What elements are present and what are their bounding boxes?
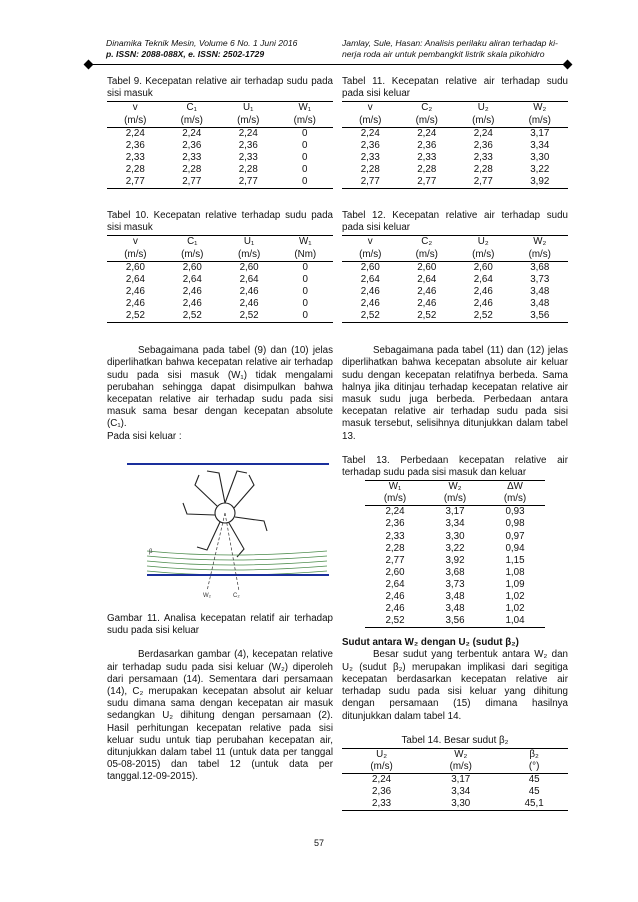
table-cell: 0 bbox=[302, 297, 308, 309]
table-cell: 2,46 bbox=[417, 297, 437, 309]
table-cell: 0 bbox=[302, 285, 308, 297]
table-row bbox=[107, 274, 333, 286]
table-cell: 0 bbox=[302, 261, 308, 273]
table-cell: 2,60 bbox=[125, 261, 145, 273]
table-cell: 2,24 bbox=[182, 127, 202, 139]
table-cell: 2,36 bbox=[360, 139, 380, 151]
column-header: U₁ bbox=[220, 102, 277, 115]
table-cell: 2,64 bbox=[360, 273, 380, 285]
table-cell: 2,77 bbox=[107, 176, 164, 189]
table-cell: 2,24 bbox=[417, 127, 437, 139]
column-header: v bbox=[342, 236, 399, 249]
table-cell: 2,28 bbox=[385, 542, 405, 554]
table-row bbox=[342, 261, 568, 274]
column-header: W₂ bbox=[512, 236, 569, 249]
column-unit: (m/s) bbox=[399, 249, 456, 262]
table-cell: 2,36 bbox=[238, 139, 258, 151]
table-cell: 2,77 bbox=[455, 176, 512, 189]
table-row bbox=[365, 567, 545, 579]
table-cell: 2,46 bbox=[385, 603, 405, 615]
column-unit: (m/s) bbox=[164, 249, 221, 262]
right-paragraph-1: Sebagaimana pada tabel (11) dan (12) jelas diperlihatkan bahwa kecepatan absolute air keluar sudu dengan kecepatan relatifnya berbeda. Sama halnya jika ditinjau terhadap kecepatan relative air masuk sudu juga berbeda. Perbedaan antara kecepatan relative air terhadap sudu pada sisi masuk tersebut, selisihnya ditunjukkan dalam tabel 13. bbox=[342, 345, 568, 442]
table-cell: 2,52 bbox=[164, 310, 221, 323]
table-cell: 2,33 bbox=[385, 530, 405, 542]
table-cell: 2,60 bbox=[417, 261, 437, 273]
table-cell: 3,48 bbox=[445, 591, 465, 602]
table-cell: 3,17 bbox=[451, 774, 471, 786]
table-row bbox=[342, 164, 568, 176]
column-unit: (Nm) bbox=[278, 249, 333, 262]
table-cell: 0 bbox=[302, 139, 308, 151]
table-cell: 2,36 bbox=[417, 139, 437, 151]
table-cell: 3,34 bbox=[445, 518, 465, 530]
table-cell: 2,60 bbox=[385, 566, 405, 578]
table-row bbox=[342, 786, 568, 798]
table-cell: 3,73 bbox=[530, 273, 550, 285]
column-unit: (m/s) bbox=[512, 249, 569, 262]
table-row bbox=[365, 506, 545, 519]
table13-caption: Tabel 13. Perbedaan kecepatan relative air terhadap sudu pada sisi masuk dan keluar bbox=[342, 454, 568, 478]
column-unit: (m/s) bbox=[107, 249, 164, 262]
column-header: C₁ bbox=[164, 236, 221, 249]
table-row bbox=[342, 274, 568, 286]
column-unit: (m/s) bbox=[455, 115, 512, 128]
table-cell: 2,28 bbox=[417, 163, 437, 175]
table-cell: 2,33 bbox=[182, 151, 202, 163]
table-cell: 3,73 bbox=[445, 578, 465, 590]
table-cell: 2,36 bbox=[372, 786, 392, 798]
table10 bbox=[107, 235, 333, 323]
table-cell: 2,77 bbox=[342, 176, 399, 189]
table-cell: 2,24 bbox=[125, 127, 145, 139]
table-cell: 2,52 bbox=[365, 615, 425, 628]
column-unit: (m/s) bbox=[455, 249, 512, 262]
rule-diamond-right bbox=[563, 59, 573, 69]
column-header: W₂ bbox=[421, 748, 500, 761]
table-row bbox=[107, 261, 333, 274]
column-unit: (m/s) bbox=[221, 249, 278, 262]
velocity-c2-line bbox=[225, 513, 239, 591]
table-cell: 2,52 bbox=[221, 310, 278, 323]
label-w2: W₂ bbox=[203, 592, 211, 599]
table-cell: 2,46 bbox=[473, 285, 493, 297]
column-unit: (m/s) bbox=[107, 115, 164, 128]
column-unit: (m/s) bbox=[421, 761, 500, 774]
running-header-right bbox=[342, 38, 582, 60]
table-row bbox=[107, 164, 333, 176]
table-cell: 2,60 bbox=[182, 261, 202, 273]
table-cell: 3,48 bbox=[530, 297, 550, 309]
table-cell: 2,64 bbox=[385, 578, 405, 590]
table-cell: 2,77 bbox=[220, 176, 277, 189]
table-cell: 0,94 bbox=[505, 542, 525, 554]
column-unit: (m/s) bbox=[342, 115, 399, 128]
table-cell: 2,28 bbox=[473, 163, 493, 175]
left-paragraph-3: Berdasarkan gambar (4), kecepatan relative air terhadap sudu pada sisi keluar (W₂) diperoleh dari persamaan (14). Sementara dari persamaan (14), C₂ merupakan kecepatan absolut air keluar sudu dimana sama dengan kecepatan air masuk sedangkan U₂ dihitung dengan persamaan (2). Hasil perhitungan kecepatan relative pada sisi keluar sudu untuk tiap perubahan kecepatan air, ditunjukkan dalam tabel 11 (untuk data per tanggal 05-08-2015) dan tabel 12 (untuk data per tanggal.12-09-2015). bbox=[107, 649, 333, 783]
table-cell: 2,52 bbox=[342, 310, 399, 323]
column-header: v bbox=[107, 102, 164, 115]
table-cell: 1,02 bbox=[505, 591, 525, 602]
table-cell: 3,30 bbox=[530, 151, 550, 163]
table-cell: 2,46 bbox=[125, 297, 145, 309]
column-unit: (m/s) bbox=[220, 115, 277, 128]
table-cell: 0,93 bbox=[505, 506, 525, 518]
table-cell: 0 bbox=[277, 176, 334, 189]
table-cell: 3,22 bbox=[530, 163, 550, 175]
table-row bbox=[342, 176, 568, 189]
column-header: W₁ bbox=[278, 236, 333, 249]
table-row bbox=[365, 543, 545, 555]
column-unit: (m/s) bbox=[512, 115, 569, 128]
article-authors-title-2: nerja roda air untuk pembangkit listrik skala pikohidro bbox=[342, 49, 545, 59]
column-unit: (m/s) bbox=[342, 761, 421, 774]
table-cell: 2,28 bbox=[360, 163, 380, 175]
table-cell: 3,68 bbox=[530, 261, 550, 273]
table-cell: 3,56 bbox=[425, 615, 485, 628]
table-cell: 2,36 bbox=[125, 139, 145, 151]
table-cell: 2,46 bbox=[182, 297, 202, 309]
table-row bbox=[107, 286, 333, 298]
table-cell: 3,92 bbox=[445, 554, 465, 566]
table-cell: 2,33 bbox=[342, 798, 421, 811]
column-unit: (°) bbox=[500, 761, 568, 774]
table-cell: 2,24 bbox=[372, 774, 392, 786]
table-cell: 2,52 bbox=[399, 310, 456, 323]
table-cell: 2,24 bbox=[385, 506, 405, 518]
table-cell: 0,97 bbox=[505, 530, 525, 542]
table-cell: 2,33 bbox=[360, 151, 380, 163]
table13 bbox=[365, 480, 545, 628]
table9-caption: Tabel 9. Kecepatan relative air terhadap sudu pada sisi masuk bbox=[107, 76, 333, 100]
table-cell: 2,77 bbox=[399, 176, 456, 189]
column-header: W₁ bbox=[365, 481, 425, 494]
table-cell: 2,28 bbox=[238, 163, 258, 175]
table-cell: 2,46 bbox=[385, 591, 405, 602]
table-row bbox=[365, 591, 545, 603]
table-row bbox=[365, 615, 545, 628]
table-cell: 3,68 bbox=[445, 566, 465, 578]
column-header: W₂ bbox=[512, 102, 569, 115]
table11 bbox=[342, 101, 568, 189]
table-row bbox=[342, 152, 568, 164]
table-cell: 2,33 bbox=[238, 151, 258, 163]
table-cell: 2,28 bbox=[182, 163, 202, 175]
left-paragraph-2: Pada sisi keluar : bbox=[107, 430, 182, 442]
table-row bbox=[342, 127, 568, 140]
left-paragraph-1: Sebagaimana pada tabel (9) dan (10) jelas diperlihatkan bahwa kecepatan relative air terhadap sudu pada sisi masuk (W₁) tidak mengalami perubahan sehingga dapat disimpulkan bahwa kecepatan relative air terhadap sudu pada sisi masuk sama besar dengan kecepatan absolute (C₁). bbox=[107, 345, 333, 430]
right-paragraph-2: Besar sudut yang terbentuk antara W₂ dan U₂ (sudut β₂) merupakan implikasi dari segitiga kecepatan berdasarkan kecepatan relative air terhadap sudu pada sisi keluar yang dihitung dengan persamaan (15) dimana hasilnya ditunjukkan dalam tabel 14. bbox=[342, 649, 568, 722]
table-cell: 3,17 bbox=[445, 506, 465, 518]
table-cell: 3,34 bbox=[451, 786, 471, 798]
table-cell: 2,46 bbox=[125, 285, 145, 297]
column-header: C₂ bbox=[399, 236, 456, 249]
table-cell: 0 bbox=[302, 273, 308, 285]
column-header: W₁ bbox=[277, 102, 334, 115]
label-beta: β bbox=[149, 548, 153, 555]
column-unit: (m/s) bbox=[342, 249, 399, 262]
column-unit: (m/s) bbox=[164, 115, 221, 128]
column-header: C₂ bbox=[399, 102, 456, 115]
table-cell: 2,46 bbox=[239, 285, 259, 297]
table-cell: 45,1 bbox=[500, 798, 568, 811]
flow-lines bbox=[147, 548, 327, 575]
column-header: β₂ bbox=[500, 748, 568, 761]
table12 bbox=[342, 235, 568, 323]
table-cell: 3,48 bbox=[530, 285, 550, 297]
table-cell: 2,60 bbox=[239, 261, 259, 273]
table-row bbox=[107, 152, 333, 164]
table-row bbox=[365, 603, 545, 615]
table-cell: 2,64 bbox=[417, 273, 437, 285]
table-cell: 1,15 bbox=[505, 554, 525, 566]
table-cell: 0 bbox=[302, 151, 308, 163]
table-cell: 2,33 bbox=[473, 151, 493, 163]
table-cell: 1,08 bbox=[505, 566, 525, 578]
table-cell: 2,36 bbox=[385, 518, 405, 530]
table-cell: 1,09 bbox=[505, 578, 525, 590]
table-cell: 3,17 bbox=[530, 127, 550, 139]
section-heading-beta2: Sudut antara W₂ dengan U₂ (sudut β₂) bbox=[342, 637, 519, 649]
table-cell: 2,36 bbox=[473, 139, 493, 151]
table-row bbox=[342, 140, 568, 152]
journal-volume: Dinamika Teknik Mesin, Volume 6 No. 1 Juni 2016 bbox=[106, 38, 298, 48]
column-unit: (m/s) bbox=[365, 493, 425, 506]
table-row bbox=[365, 579, 545, 591]
table-cell: 0,98 bbox=[505, 518, 525, 530]
column-header: U₁ bbox=[221, 236, 278, 249]
velocity-w2-line bbox=[207, 513, 225, 591]
table-row bbox=[342, 310, 568, 323]
column-header: U₂ bbox=[342, 748, 421, 761]
rule-diamond-left bbox=[84, 59, 94, 69]
table-row bbox=[107, 127, 333, 140]
table-cell: 0 bbox=[302, 127, 308, 139]
table12-caption: Tabel 12. Kecepatan relative air terhadap sudu pada sisi keluar bbox=[342, 210, 568, 234]
table-cell: 2,46 bbox=[417, 285, 437, 297]
table-cell: 2,77 bbox=[385, 554, 405, 566]
table-cell: 3,30 bbox=[421, 798, 500, 811]
column-header: C₁ bbox=[164, 102, 221, 115]
table-cell: 2,46 bbox=[360, 285, 380, 297]
table-row bbox=[365, 518, 545, 530]
table10-caption: Tabel 10. Kecepatan relative terhadap sudu pada sisi masuk bbox=[107, 210, 333, 234]
column-unit: (m/s) bbox=[277, 115, 334, 128]
table14 bbox=[342, 748, 568, 811]
table-cell: 2,64 bbox=[239, 273, 259, 285]
table-cell: 3,48 bbox=[445, 603, 465, 615]
table-cell: 3,34 bbox=[530, 139, 550, 151]
table-cell: 2,60 bbox=[360, 261, 380, 273]
table-cell: 2,46 bbox=[360, 297, 380, 309]
table-cell: 2,52 bbox=[455, 310, 512, 323]
label-c2: C₂ bbox=[233, 592, 240, 599]
table-row bbox=[107, 310, 333, 323]
table-cell: 0 bbox=[278, 310, 333, 323]
column-header: ΔW bbox=[485, 481, 545, 494]
table-cell: 2,64 bbox=[125, 273, 145, 285]
column-unit: (m/s) bbox=[485, 493, 545, 506]
table-row bbox=[342, 298, 568, 310]
table11-caption: Tabel 11. Kecepatan relative air terhadap sudu pada sisi keluar bbox=[342, 76, 568, 100]
table-cell: 0 bbox=[302, 163, 308, 175]
table-cell: 3,92 bbox=[512, 176, 569, 189]
table-cell: 2,60 bbox=[473, 261, 493, 273]
left-column bbox=[107, 76, 333, 784]
column-header: v bbox=[342, 102, 399, 115]
journal-issn: p. ISSN: 2088-088X, e. ISSN: 2502-1729 bbox=[106, 49, 265, 59]
figure11-caption: Gambar 11. Analisa kecepatan relatif air terhadap sudu pada sisi keluar bbox=[107, 612, 333, 637]
table-row bbox=[365, 531, 545, 543]
running-header-left bbox=[106, 38, 336, 60]
table-row bbox=[365, 555, 545, 567]
column-unit: (m/s) bbox=[425, 493, 485, 506]
column-header: v bbox=[107, 236, 164, 249]
table-cell: 1,02 bbox=[505, 603, 525, 615]
table-row bbox=[342, 286, 568, 298]
column-unit: (m/s) bbox=[399, 115, 456, 128]
table-row bbox=[107, 140, 333, 152]
table-cell: 3,30 bbox=[445, 530, 465, 542]
table-cell: 2,46 bbox=[473, 297, 493, 309]
table-cell: 3,22 bbox=[445, 542, 465, 554]
header-rule bbox=[88, 64, 568, 65]
column-header: U₂ bbox=[455, 236, 512, 249]
table-cell: 45 bbox=[528, 774, 540, 786]
table-cell: 2,24 bbox=[238, 127, 258, 139]
article-authors-title-1: Jamlay, Sule, Hasan: Analisis perilaku aliran terhadap ki- bbox=[342, 38, 558, 48]
table-cell: 2,64 bbox=[473, 273, 493, 285]
table-cell: 2,33 bbox=[417, 151, 437, 163]
table-row bbox=[342, 774, 568, 787]
table-row bbox=[107, 176, 333, 189]
table-cell: 2,33 bbox=[125, 151, 145, 163]
table-row bbox=[107, 298, 333, 310]
table-row bbox=[342, 798, 568, 811]
right-column bbox=[342, 76, 568, 811]
table-cell: 2,46 bbox=[182, 285, 202, 297]
table-cell: 2,24 bbox=[473, 127, 493, 139]
table-cell: 2,36 bbox=[182, 139, 202, 151]
table-cell: 2,46 bbox=[239, 297, 259, 309]
table-cell: 45 bbox=[528, 786, 540, 798]
page-number: 57 bbox=[313, 838, 324, 848]
table-cell: 2,64 bbox=[182, 273, 202, 285]
table-cell: 3,56 bbox=[512, 310, 569, 323]
table9 bbox=[107, 101, 333, 189]
velocity-diagram-figure bbox=[107, 451, 333, 601]
table-cell: 2,52 bbox=[107, 310, 164, 323]
table-cell: 2,24 bbox=[360, 127, 380, 139]
column-header: W₂ bbox=[425, 481, 485, 494]
table-cell: 2,28 bbox=[125, 163, 145, 175]
column-header: U₂ bbox=[455, 102, 512, 115]
table-cell: 2,77 bbox=[164, 176, 221, 189]
table-cell: 1,04 bbox=[485, 615, 545, 628]
table14-caption: Tabel 14. Besar sudut β₂ bbox=[401, 734, 509, 746]
